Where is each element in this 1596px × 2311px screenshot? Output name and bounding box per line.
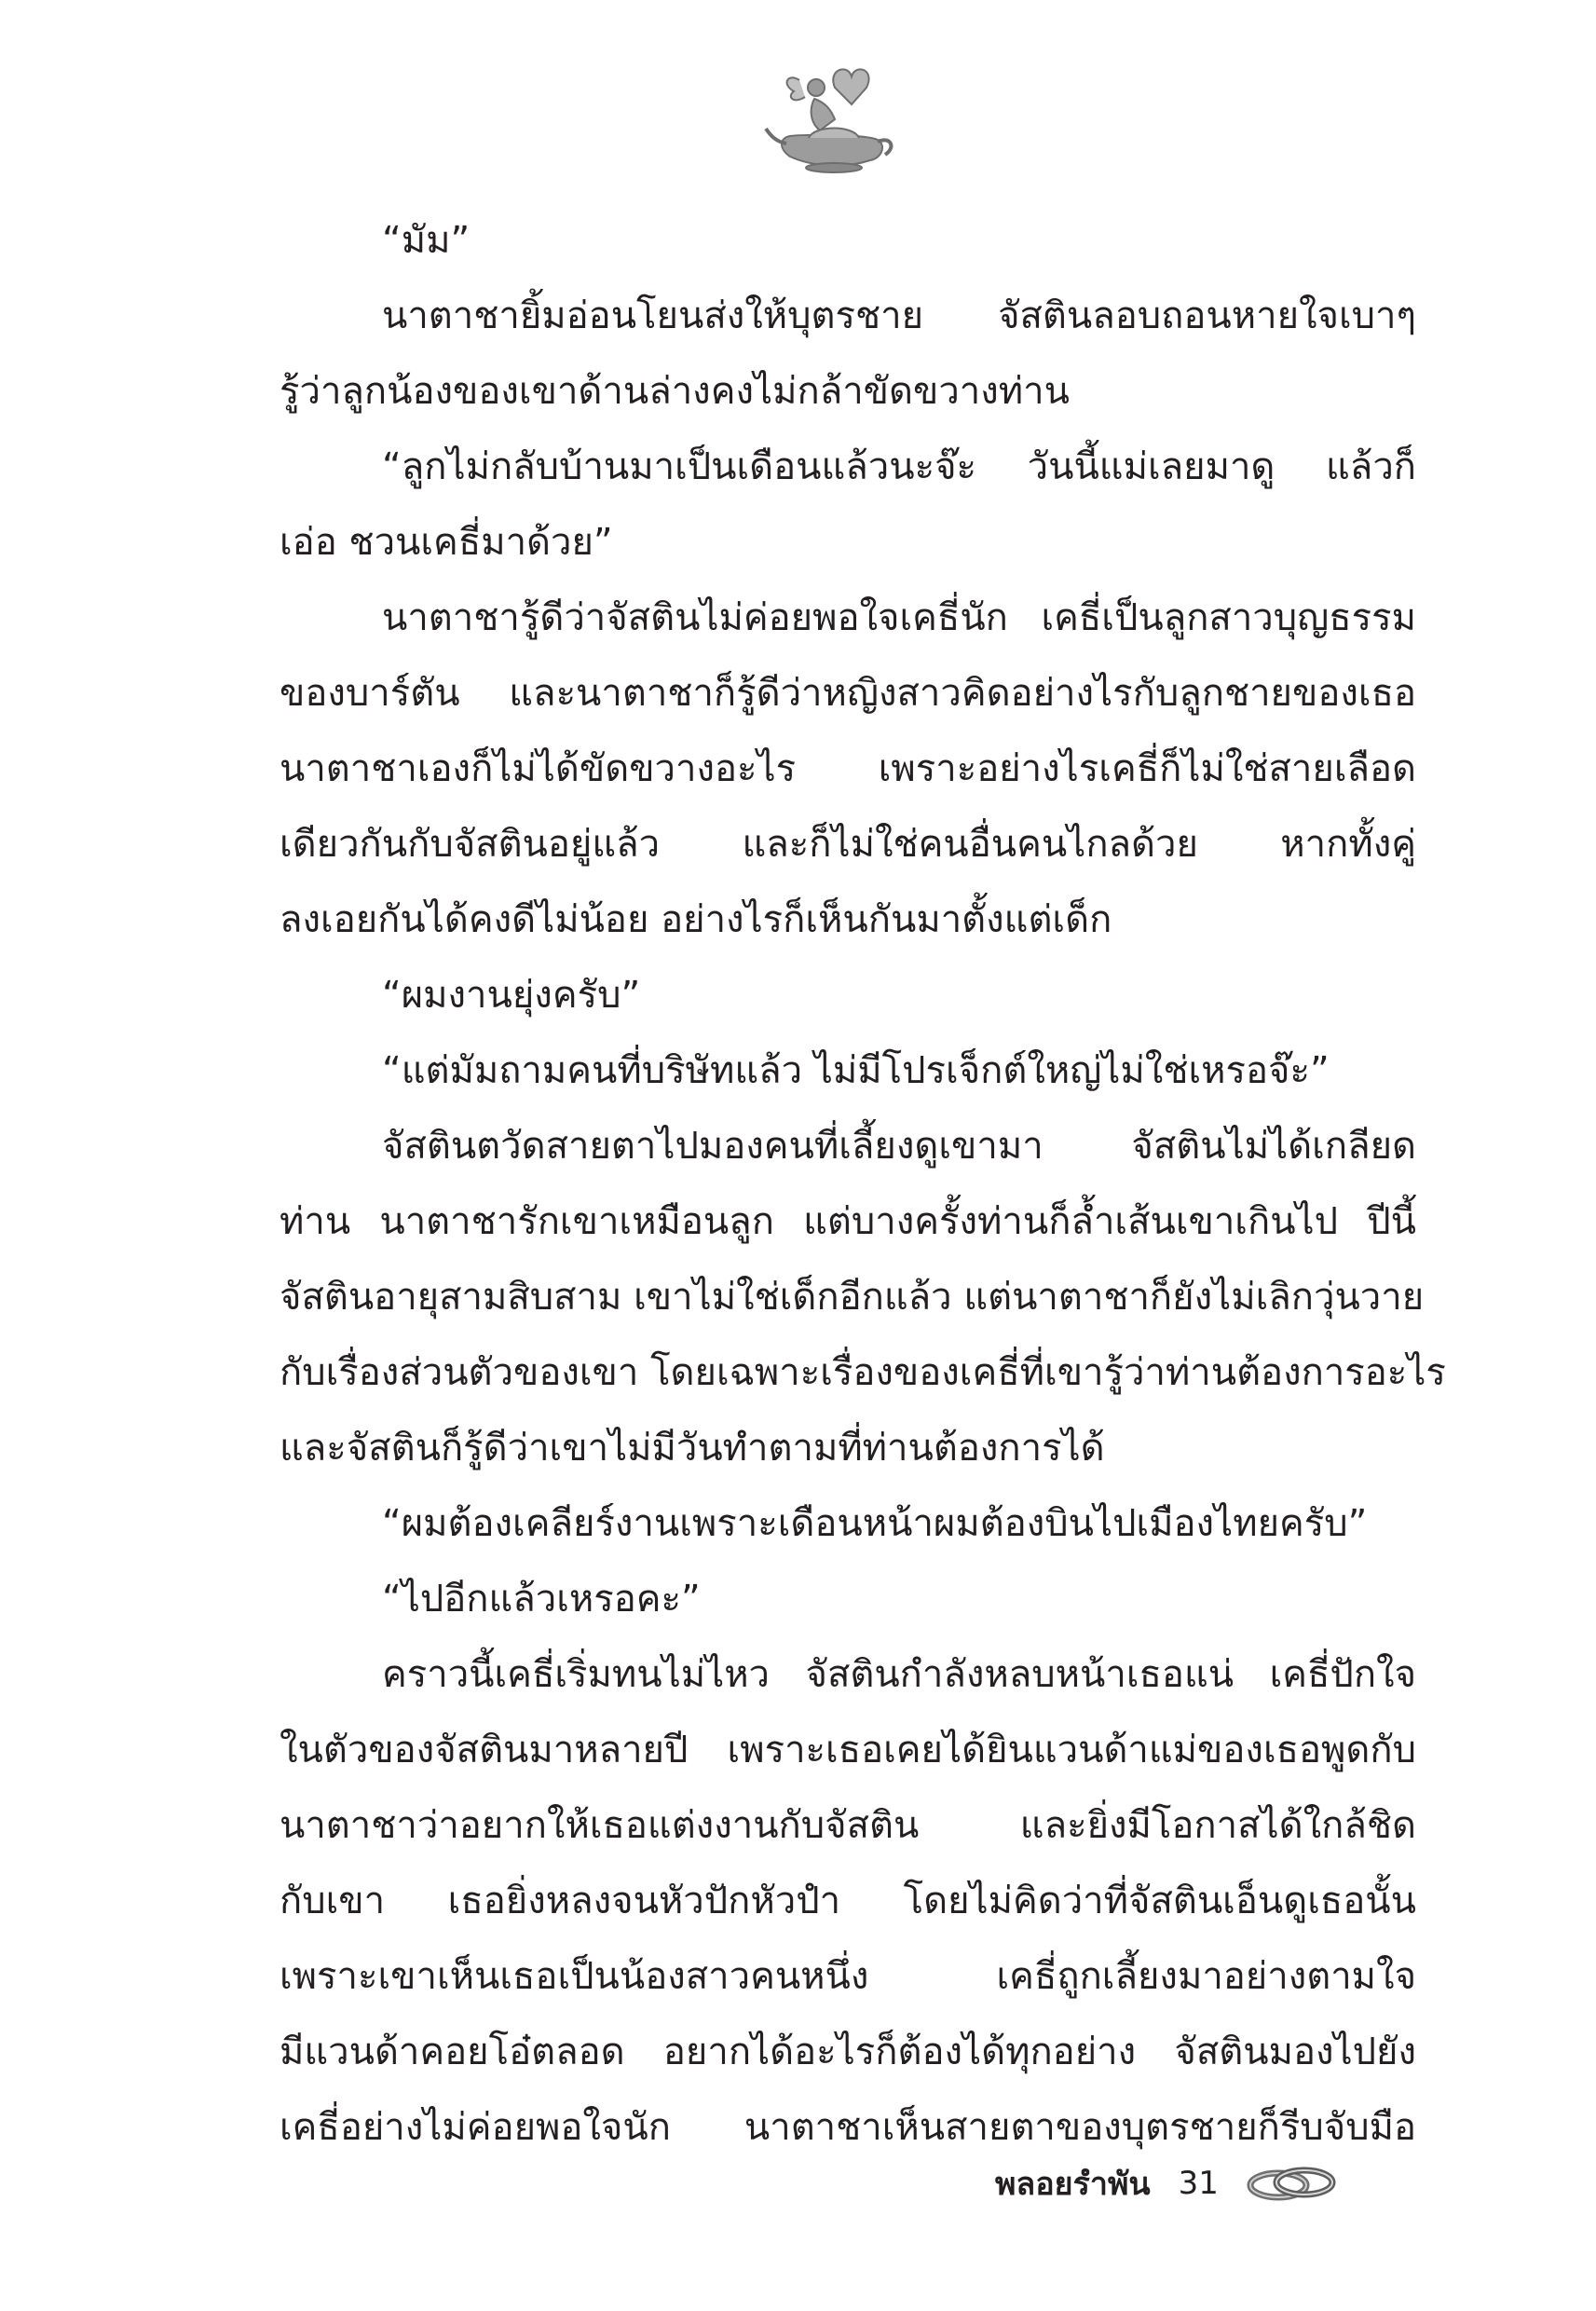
page-number: 31 xyxy=(1178,2165,1219,2202)
text-line: เอ่อ ชวนเคธี่มาด้วย” xyxy=(280,521,613,564)
text-line: เพราะเขาเห็นเธอเป็นน้องสาวคนหนึ่ง เคธี่ถูกเลี้ยงมาอย่างตามใจ xyxy=(280,1955,1416,1998)
teapot-angel-ornament-icon xyxy=(762,52,902,192)
text-line: นาตาชาเองก็ไม่ได้ขัดขวางอะไร เพราะอย่างไรเคธี่ก็ไม่ใช่สายเลือด xyxy=(280,747,1416,790)
text-line: “แต่มัมถามคนที่บริษัทแล้ว ไม่มีโปรเจ็กต์ใหญ่ไม่ใช่เหรอจ๊ะ” xyxy=(382,1049,1330,1092)
wedding-rings-icon xyxy=(1243,2162,1340,2205)
text-line: เคธี่อย่างไม่ค่อยพอใจนัก นาตาชาเห็นสายตาของบุตรชายก็รีบจับมือ xyxy=(280,2106,1416,2149)
text-line: ท่าน นาตาชารักเขาเหมือนลูก แต่บางครั้งท่านก็ล้ำเส้นเขาเกินไป ปีนี้ xyxy=(280,1200,1416,1243)
text-line: ในตัวของจัสตินมาหลายปี เพราะเธอเคยได้ยินแวนด้าแม่ของเธอพูดกับ xyxy=(280,1729,1416,1771)
text-line: จัสตินอายุสามสิบสาม เขาไม่ใช่เด็กอีกแล้ว แต่นาตาชาก็ยังไม่เลิกวุ่นวาย xyxy=(280,1276,1425,1319)
text-line: รู้ว่าลูกน้องของเขาด้านล่างคงไม่กล้าขัดขวางท่าน xyxy=(280,370,1070,413)
page-footer xyxy=(995,2160,1340,2207)
text-line: กับเรื่องส่วนตัวของเขา โดยเฉพาะเรื่องของเคธี่ที่เขารู้ว่าท่านต้องการอะไร xyxy=(280,1351,1446,1394)
text-line: จัสตินตวัดสายตาไปมองคนที่เลี้ยงดูเขามา จัสตินไม่ได้เกลียด xyxy=(382,1125,1416,1168)
text-line: “ไปอีกแล้วเหรอคะ” xyxy=(382,1578,701,1620)
text-line: นาตาชายิ้มอ่อนโยนส่งให้บุตรชาย จัสตินลอบถอนหายใจเบาๆ xyxy=(382,294,1416,337)
text-line: กับเขา เธอยิ่งหลงจนหัวปักหัวปำ โดยไม่คิดว่าที่จัสตินเอ็นดูเธอนั้น xyxy=(280,1880,1416,1922)
text-line: มีแวนด้าคอยโอ๋ตลอด อยากได้อะไรก็ต้องได้ทุกอย่าง จัสตินมองไปยัง xyxy=(280,2031,1416,2073)
text-line: “ผมงานยุ่งครับ” xyxy=(382,974,641,1017)
text-line: “ผมต้องเคลียร์งานเพราะเดือนหน้าผมต้องบินไปเมืองไทยครับ” xyxy=(382,1502,1368,1545)
body-text xyxy=(280,203,1446,2166)
book-title: พลอยรำพัน xyxy=(995,2166,1151,2203)
text-line: นาตาชารู้ดีว่าจัสตินไม่ค่อยพอใจเคธี่นัก เคธี่เป็นลูกสาวบุญธรรม xyxy=(382,596,1416,639)
text-line: นาตาชาว่าอยากให้เธอแต่งงานกับจัสติน และยิ่งมีโอกาสได้ใกล้ชิด xyxy=(280,1804,1416,1847)
text-line: คราวนี้เคธี่เริ่มทนไม่ไหว จัสตินกำลังหลบหน้าเธอแน่ เคธี่ปักใจ xyxy=(382,1653,1416,1696)
text-line: เดียวกันกับจัสตินอยู่แล้ว และก็ไม่ใช่คนอื่นคนไกลด้วย หากทั้งคู่ xyxy=(280,823,1416,866)
text-line: ของบาร์ตัน และนาตาชาก็รู้ดีว่าหญิงสาวคิดอย่างไรกับลูกชายของเธอ xyxy=(280,672,1416,715)
text-line: “มัม” xyxy=(382,219,471,262)
text-line: ลงเอยกันได้คงดีไม่น้อย อย่างไรก็เห็นกันมาตั้งแต่เด็ก xyxy=(280,898,1112,941)
text-line: และจัสตินก็รู้ดีว่าเขาไม่มีวันทำตามที่ท่านต้องการได้ xyxy=(280,1427,1105,1470)
text-line: “ลูกไม่กลับบ้านมาเป็นเดือนแล้วนะจ๊ะ วันนี้แม่เลยมาดู แล้วก็ xyxy=(382,445,1416,488)
